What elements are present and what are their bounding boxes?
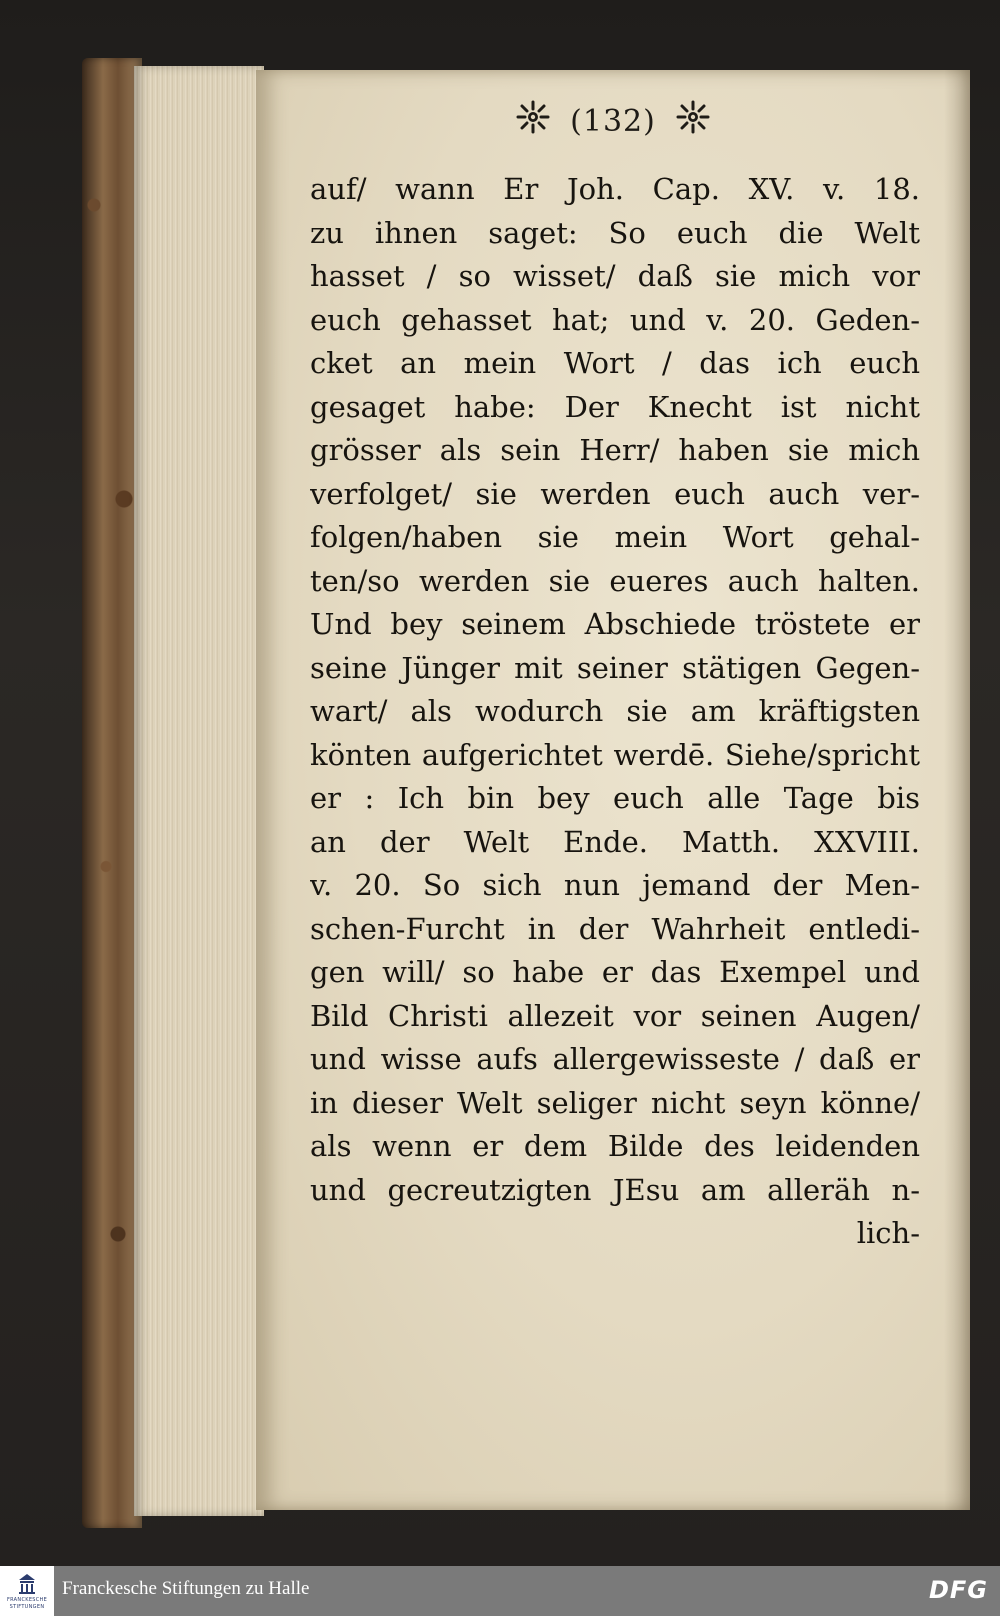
page-curl-shadow (944, 70, 970, 1510)
logo-text-line1: FRANCKESCHE (6, 1597, 48, 1603)
book-page (256, 70, 970, 1510)
text-line: auf/ wann Er Joh. Cap. XV. v. 18. (310, 172, 920, 206)
text-line: v. 20. So sich nun jemand der Men- (310, 868, 920, 902)
rosette-ornament-icon (516, 100, 550, 142)
text-line: ten/so werden sie eueres auch halten. (310, 563, 920, 598)
text-line: cket an mein Wort / das ich euch (310, 346, 920, 380)
building-icon (19, 1574, 35, 1594)
text-line: seine Jünger mit seiner stätigen Gegen- (310, 650, 920, 685)
page-stack-edges (134, 66, 264, 1516)
franckesche-stiftungen-logo-icon[interactable] (0, 1566, 54, 1616)
catchword: lich- (856, 1216, 920, 1250)
page-number: (132) (570, 103, 656, 139)
body-text (310, 168, 920, 1256)
dfg-logo[interactable]: DFG (928, 1576, 988, 1604)
institution-name[interactable]: Franckesche Stiftungen zu Halle (62, 1578, 310, 1599)
text-line: euch gehasset hat; und v. 20. Geden- (310, 302, 920, 337)
text-line: wart/ als wodurch sie am kräftigsten (310, 694, 920, 728)
text-line: hasset / so wisset/ daß sie mich vor (310, 259, 920, 293)
text-line: könten aufgerichtet werdē. Siehe/spricht (310, 737, 920, 772)
text-line: gen will/ so habe er das Exempel und (310, 955, 920, 989)
rosette-ornament-icon (676, 100, 710, 142)
text-line: Und bey seinem Abschiede tröstete er (310, 607, 920, 641)
text-line: an der Welt Ende. Matth. XXVIII. (310, 824, 920, 859)
text-line: und wisse aufs allergewisseste / daß er (310, 1042, 920, 1076)
text-line: grösser als sein Herr/ haben sie mich (310, 433, 920, 467)
text-line: gesaget habe: Der Knecht ist nicht (310, 389, 920, 424)
book-cover-edge (82, 58, 142, 1528)
text-line: und gecreutzigten JEsu am alleräh n- (310, 1172, 920, 1207)
logo-text-line2: STIFTUNGEN (9, 1604, 45, 1610)
text-line: zu ihnen saget: So euch die Welt (310, 215, 920, 250)
text-line: als wenn er dem Bilde des leidenden (310, 1129, 920, 1163)
text-line: er : Ich bin bey euch alle Tage bis (310, 781, 920, 815)
text-line: Bild Christi allezeit vor seinen Augen/ (310, 998, 920, 1033)
footer-bar (0, 1566, 1000, 1616)
text-line: schen-Furcht in der Wahrheit entledi- (310, 911, 920, 946)
page-header (256, 100, 970, 142)
text-line: folgen/haben sie mein Wort gehal- (310, 520, 920, 554)
text-line: verfolget/ sie werden euch auch ver- (310, 476, 920, 511)
text-line: in dieser Welt seliger nicht seyn könne/ (310, 1085, 920, 1120)
